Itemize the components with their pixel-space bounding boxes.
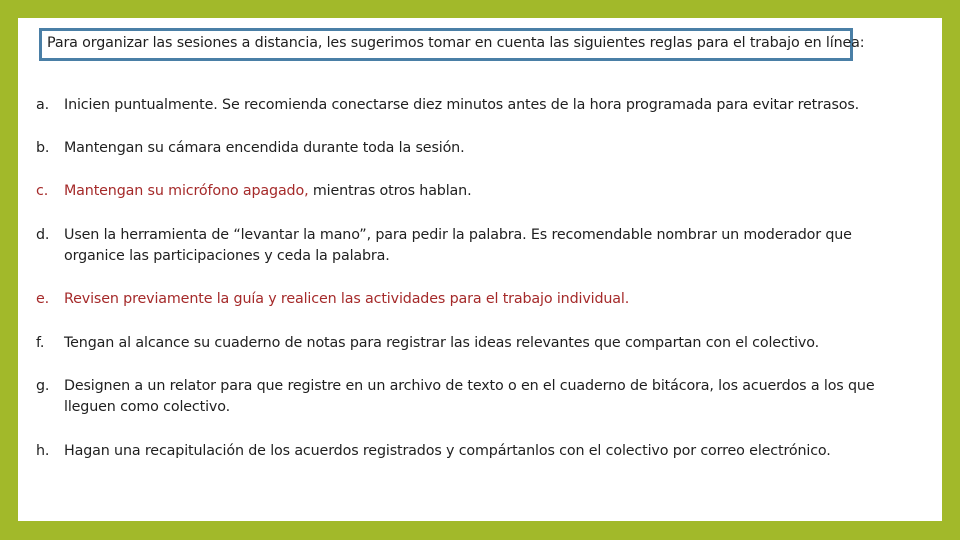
rule-marker: a. (36, 97, 50, 113)
rule-item-f (36, 333, 906, 354)
rule-marker: b. (36, 140, 50, 156)
rule-text: Inicien puntualmente. Se recomienda conectarse diez minutos antes de la hora programada para evitar retrasos. (64, 97, 860, 113)
rule-item-g (36, 376, 906, 418)
rule-item-c (36, 181, 906, 202)
rule-marker: g. (36, 378, 50, 394)
rule-text: Designen a un relator para que registre en un archivo de texto o en el cuaderno de bitácora, los acuerdos a los que lleguen como colectivo. (64, 378, 875, 415)
rule-item-h (36, 441, 906, 462)
rule-highlight: Mantengan su micrófono apagado, (64, 183, 309, 199)
rule-text (64, 181, 906, 202)
rule-text: Revisen previamente la guía y realicen las actividades para el trabajo individual. (64, 291, 630, 307)
rule-item-d (36, 225, 906, 267)
intro-text: Para organizar las sesiones a distancia, les sugerimos tomar en cuenta las siguientes reglas para el trabajo en línea: (47, 35, 865, 51)
rule-marker: c. (36, 183, 49, 199)
rule-item-e (36, 289, 906, 310)
rule-text: Hagan una recapitulación de los acuerdos registrados y compártanlos con el colectivo por correo electrónico. (64, 443, 831, 459)
rule-text: Tengan al alcance su cuaderno de notas para registrar las ideas relevantes que compartan con el colectivo. (64, 335, 819, 351)
rule-text-rest: mientras otros hablan. (308, 183, 472, 199)
rule-text: Mantengan su cámara encendida durante toda la sesión. (64, 140, 465, 156)
rule-marker: d. (36, 227, 50, 243)
rule-item-a (36, 95, 906, 116)
rule-item-b (36, 138, 906, 159)
rule-marker: f. (36, 335, 45, 351)
rule-marker: h. (36, 443, 50, 459)
rule-text: Usen la herramienta de “levantar la mano”, para pedir la palabra. Es recomendable nombrar un moderador que organice las participaciones y ceda la palabra. (64, 227, 852, 264)
rule-marker: e. (36, 291, 50, 307)
